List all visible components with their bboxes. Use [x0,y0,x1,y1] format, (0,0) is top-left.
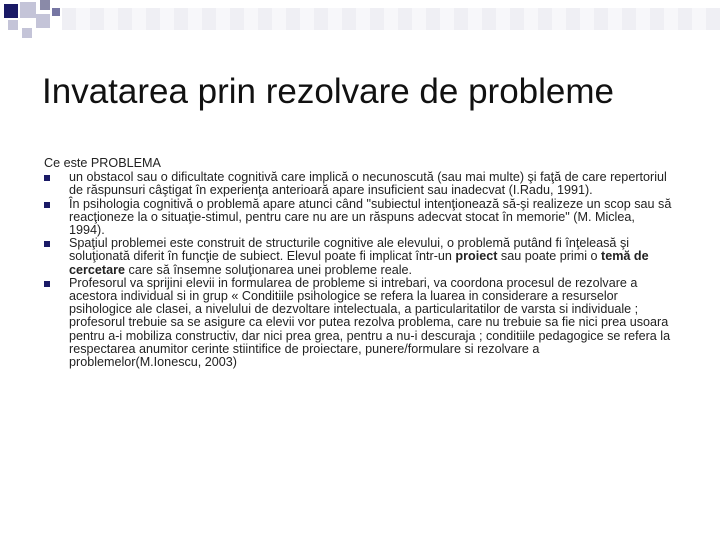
decor-square [8,20,18,30]
decor-square [40,0,50,10]
text-segment: sau poate primi o [497,249,602,264]
decor-square [4,4,18,18]
list-item-text: În psihologia cognitivă o problemă apare atunci când "subiectul intenţionează să-şi realizeze un scop sau să reacţioneze la o situaţie-stimul, pentru care nu are un răspuns adecvat stocat în memorie" (M. Miclea, 1994). [69,196,672,238]
decor-square [20,2,36,18]
bold-term-proiect: proiect [455,249,498,264]
slide-title: Invatarea prin rezolvare de probleme [42,72,614,112]
list-item [44,277,674,369]
text-segment: Spaţiul problemei este construit de structurile cognitive ale elevului, o problemă putând fi înţeleasă şi soluţionată diferit în funcţie de subiect. Elevul poate fi implicat într‑un [69,236,630,264]
content-heading: Ce este PROBLEMA [44,156,161,170]
list-item-text: un obstacol sau o dificultate cognitivă care implică o necunoscută (sau mai multe) şi faţă de care repertoriul de răspunsuri câştigat în experienţa anterioară apare insuficient sau inadecvat (I.Radu, 1991). [69,170,667,198]
bold-term-tema: temă de cercetare [69,249,649,277]
decor-bar [62,8,720,30]
list-item-text [69,237,674,277]
square-bullet-icon [44,202,50,208]
square-bullet-icon [44,281,50,287]
decor-square [22,28,32,38]
list-item [44,237,674,277]
decor-square [52,8,60,16]
decor-square [36,14,50,28]
list-item-text: Profesorul va sprijini elevii in formularea de probleme si intrebari, va coordona procesul de rezolvare a acestora individual si in grup « Conditiile psihologice se refera la luarea in considerare a resurselor psihologice ale clasei, a nivelului de dezvoltare intelectuala, a particularitatilor de varsta si individuale ; profesorul trebuie sa se asigure ca elevii vor putea rezolva problema, care nu trebuie sa fie nici prea usoara pentru a-i mobiliza constructiv, dar nici prea grea, pentru a nu-i descuraja ; conditiile pedagogice se refera la respectarea anumitor cerinte stiintifice de proiectare, punere/formulare si rezolvare a problemelor(M.Ionescu, 2003) [69,275,671,370]
text-segment: care să însemne soluţionarea unei probleme reale. [125,262,413,277]
list-item [44,198,674,238]
square-bullet-icon [44,241,50,247]
decorative-squares [0,0,720,60]
slide-content [44,157,674,369]
square-bullet-icon [44,175,50,181]
list-item [44,171,674,197]
